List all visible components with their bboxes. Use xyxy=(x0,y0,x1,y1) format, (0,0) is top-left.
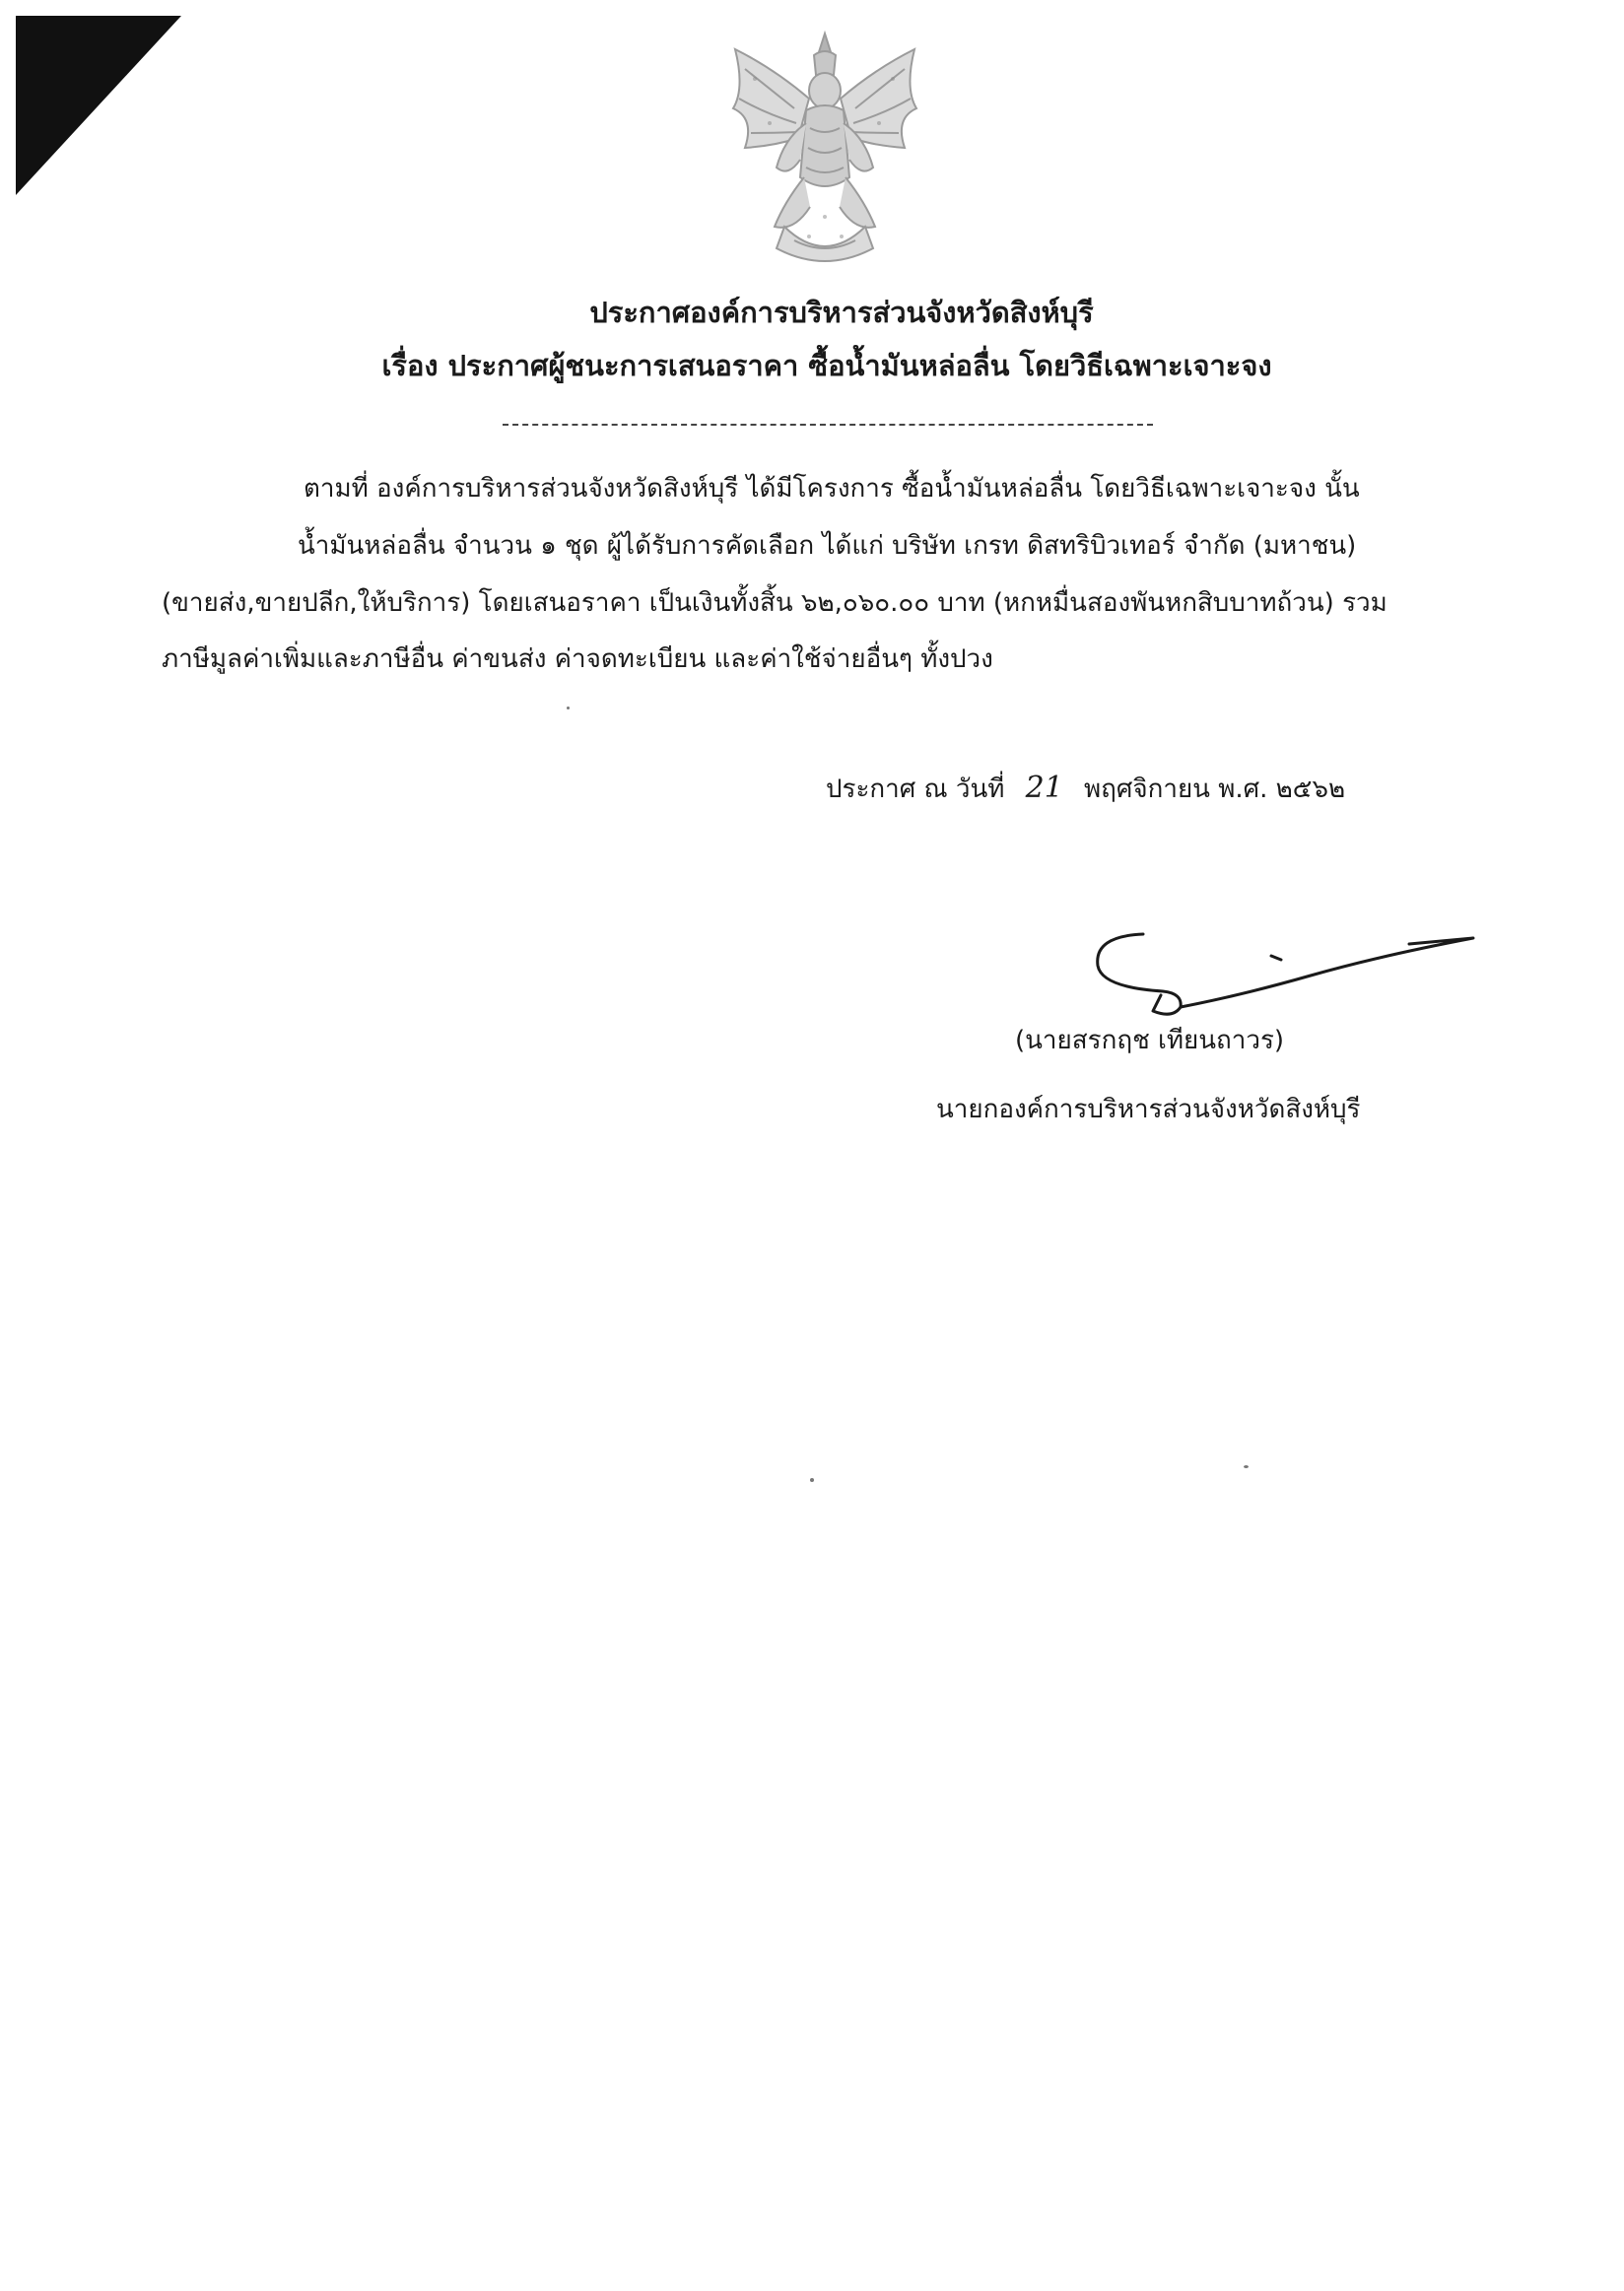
body-line-4: ภาษีมูลค่าเพิ่มและภาษีอื่น ค่าขนส่ง ค่าจดทะเบียน และค่าใช้จ่ายอื่นๆ ทั้งปวง xyxy=(162,644,993,674)
body-line-1: ตามที่ องค์การบริหารส่วนจังหวัดสิงห์บุรี ได้มีโครงการ ซื้อน้ำมันหล่อลื่น โดยวิธีเฉพาะเจาะจง นั้น xyxy=(304,474,1360,504)
scan-speck xyxy=(810,1478,814,1482)
mourning-ribbon-icon xyxy=(16,16,183,195)
signer-name: (นายสรกฤช เทียนถาวร) xyxy=(1015,1026,1285,1055)
handwritten-day: 21 xyxy=(1025,771,1063,805)
body-line-2: น้ำมันหล่อลื่น จำนวน ๑ ชุด ผู้ได้รับการคัดเลือก ได้แก่ บริษัท เกรท ดิสทริบิวเทอร์ จำกัด (มหาชน) xyxy=(298,531,1357,561)
handwritten-signature xyxy=(1084,916,1478,1025)
date-prefix: ประกาศ ณ วันที่ xyxy=(826,775,1005,804)
signer-position: นายกองค์การบริหารส่วนจังหวัดสิงห์บุรี xyxy=(936,1095,1361,1124)
announcement-date xyxy=(826,761,1345,817)
body-line-3: (ขายส่ง,ขายปลีก,ให้บริการ) โดยเสนอราคา เป็นเงินทั้งสิ้น ๖๒,๐๖๐.๐๐ บาท (หกหมื่นสองพันหกสิบบาทถ้วน) รวม xyxy=(162,588,1387,618)
date-suffix: พฤศจิกายน พ.ศ. ๒๕๖๒ xyxy=(1083,775,1346,804)
title-separator xyxy=(503,424,1153,426)
garuda-emblem-icon xyxy=(715,30,934,274)
scan-speck xyxy=(1244,1465,1249,1468)
document-title-block xyxy=(0,286,1624,392)
organization-title: ประกาศองค์การบริหารส่วนจังหวัดสิงห์บุรี xyxy=(589,296,1094,329)
document-subject: เรื่อง ประกาศผู้ชนะการเสนอราคา ซื้อน้ำมันหล่อลื่น โดยวิธีเฉพาะเจาะจง xyxy=(381,349,1272,382)
scan-speck xyxy=(567,707,570,709)
